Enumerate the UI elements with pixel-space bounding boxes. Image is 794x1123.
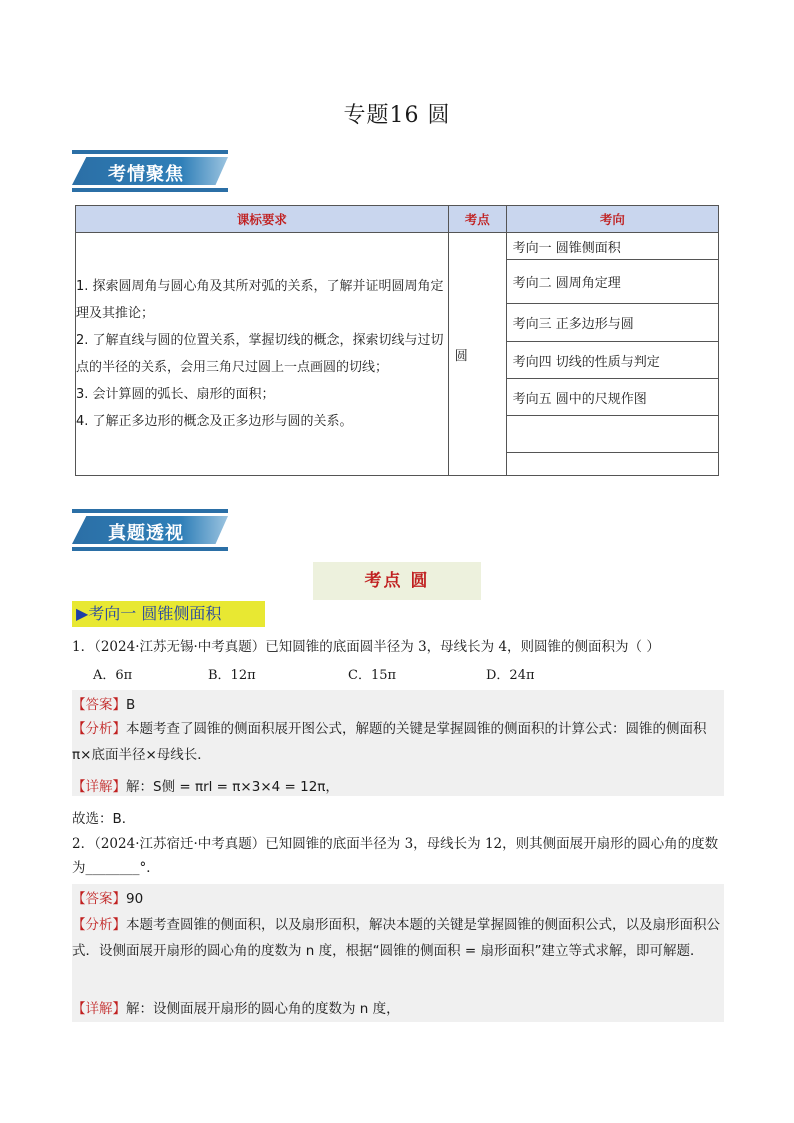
- tendency-cell: 考向三 正多边形与圆: [506, 304, 718, 342]
- option-a: A．6π: [93, 668, 133, 683]
- section-banner-real-questions: [72, 509, 228, 551]
- section-banner-focus: [72, 150, 228, 192]
- tendency-heading: ▶考向一 圆锥侧面积: [72, 601, 265, 627]
- option-b: B．12π: [208, 668, 256, 683]
- tendency-cell: 考向五 圆中的尺规作图: [506, 379, 718, 416]
- requirements-cell: [76, 233, 449, 476]
- header-tendency: 考向: [506, 206, 718, 233]
- banner-label: 考情聚焦: [108, 164, 184, 185]
- header-requirements: 课标要求: [76, 206, 449, 233]
- tendency-cell: [506, 416, 718, 453]
- option-c: C．15π: [348, 668, 397, 683]
- curriculum-table: [75, 205, 719, 476]
- tendency-cell: [506, 453, 718, 476]
- question-2-stem: 2．（2024·江苏宿迁·中考真题）已知圆锥的底面半径为 3，母线长为 12，则其侧面展开扇形的圆心角的度数为________°．: [72, 836, 719, 876]
- question-1-stem: 1．（2024·江苏无锡·中考真题）已知圆锥的底面圆半径为 3，母线长为 4，则圆锥的侧面积为（ ）: [72, 639, 660, 655]
- requirement-item: 2. 了解直线与圆的位置关系，掌握切线的概念，探索切线与过切点的半径的关系，会用三角尺过圆上一点画圆的切线；: [76, 333, 444, 375]
- kaodian-heading: 考点 圆: [313, 562, 481, 600]
- answer-value: 90: [126, 891, 144, 907]
- answer-line-2: 【答案】90: [72, 891, 144, 907]
- detail-2: 【详解】解：设侧面展开扇形的圆心角的度数为 n 度，: [72, 1001, 400, 1017]
- tendency-cell: 考向一 圆锥侧面积: [506, 233, 718, 260]
- page-title: 专题16 圆: [343, 103, 451, 128]
- analysis-1: 【分析】本题考查了圆锥的侧面积展开图公式，解题的关键是掌握圆锥的侧面积的计算公式：圆锥的侧面积 π×底面半径×母线长．: [72, 721, 707, 763]
- kaodian-cell: 圆: [448, 233, 506, 476]
- answer-line-1: 【答案】B: [72, 697, 136, 713]
- requirement-item: 4. 了解正多边形的概念及正多边形与圆的关系。: [76, 414, 353, 429]
- tendency-cell: 考向四 切线的性质与判定: [506, 342, 718, 379]
- answer-value: B: [126, 697, 136, 713]
- banner-label: 真题透视: [108, 523, 184, 544]
- header-kaodian: 考点: [448, 206, 506, 233]
- tendency-cell: 考向二 圆周角定理: [506, 260, 718, 304]
- requirement-item: 1. 探索圆周角与圆心角及其所对弧的关系，了解并证明圆周角定理及其推论；: [76, 279, 444, 321]
- requirement-item: 3. 会计算圆的弧长、扇形的面积；: [76, 387, 275, 402]
- analysis-2: 【分析】本题考查圆锥的侧面积，以及扇形面积，解决本题的关键是掌握圆锥的侧面积公式，以及扇形面积公式．设侧面展开扇形的圆心角的度数为 n 度，根据“圆锥的侧面积 = 扇形面积”建立等式求解，即可解题．: [72, 917, 720, 959]
- detail-1: 【详解】解：S侧 = πrl = π×3×4 = 12π，: [72, 779, 339, 795]
- option-d: D．24π: [486, 668, 535, 683]
- choice-1: 故选：B．: [72, 811, 136, 827]
